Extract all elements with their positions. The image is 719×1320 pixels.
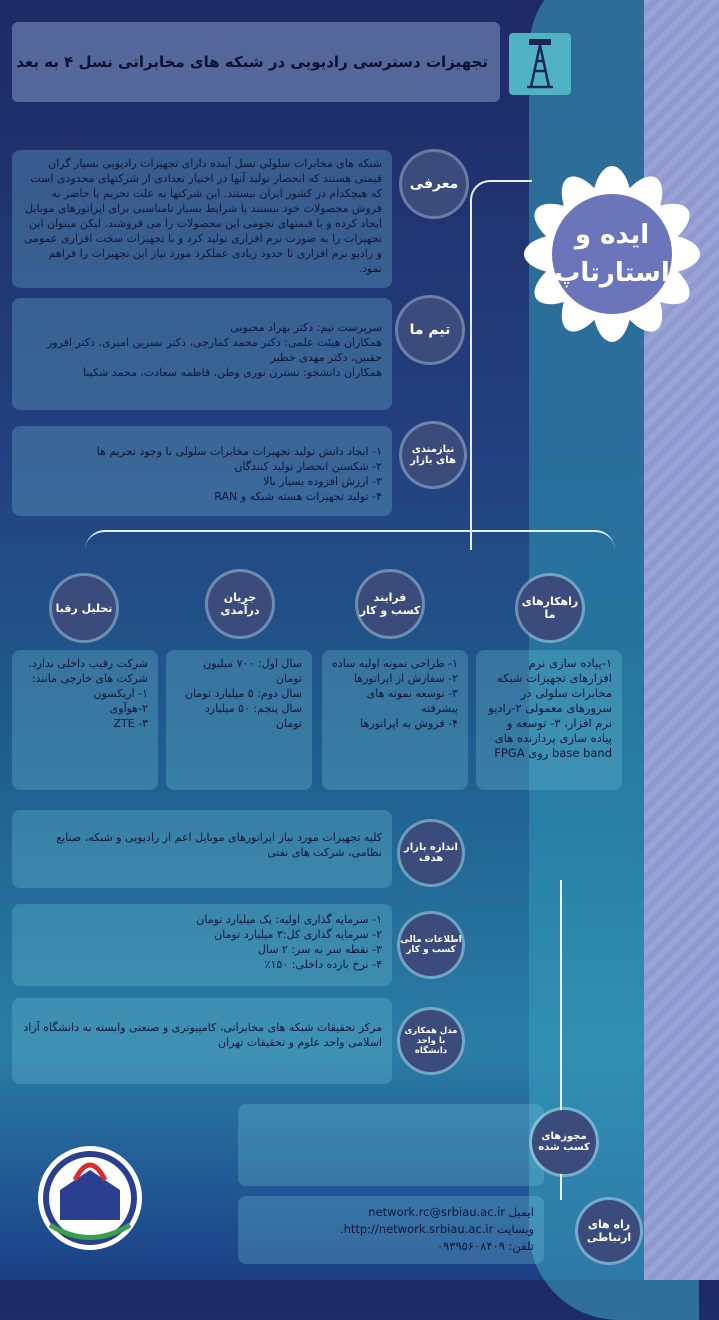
team-line: همکاران دانشجو: نسترن نوری وطن، فاطمه سعادت، محمد شکیبا <box>82 366 382 379</box>
team-bubble <box>398 298 462 362</box>
solutions-label: راهکارهای ما <box>521 595 579 621</box>
connector <box>470 260 472 550</box>
revenue-line: سال پنجم: ۵۰ میلیارد تومان <box>204 702 302 730</box>
competitors-box <box>12 650 158 790</box>
intro-label: معرفی <box>409 176 459 192</box>
needs-line: ۴- تولید تجهیزات هسته شبکه و RAN <box>214 490 382 503</box>
contact-bubble <box>578 1200 640 1262</box>
contact-website: وبسایت http://network.srbiau.ac.ir. <box>339 1222 534 1236</box>
contact-box <box>238 1196 544 1264</box>
needs-line: ۳- ارزش افزوده بسیار بالا <box>263 475 382 488</box>
contact-email: ایمیل network.rc@srbiau.ac.ir <box>368 1205 534 1219</box>
process-bubble <box>358 572 422 636</box>
page-title: تجهیزات دسترسی رادیویی در شبکه های مخابراتی نسل ۴ به بعد <box>16 53 488 71</box>
market-box <box>12 810 392 888</box>
market-bubble <box>400 822 462 884</box>
revenue-label: جریان درآمدی <box>220 591 260 617</box>
needs-line: ۱- ایجاد دانش تولید تجهیزات مخابرات سلولی با وجود تحریم ها <box>96 445 382 458</box>
team-line: سرپرست تیم: دکتر بهراد محبوبی <box>230 321 382 334</box>
team-label: تیم ما <box>409 322 451 338</box>
solutions-text: ۱-پیاده سازی نرم افزارهای تجهیزات شبکه مخابرات سلولی در سرورهای معمولی ۲-رادیو نرم افزار، ۳- توسعه و پیاده سازی پردازنده های base band روی FPGA <box>488 656 612 760</box>
finance-line: ۲- سرمایه گذاری کل:۳ میلیارد تومان <box>214 928 382 941</box>
competitors-line: ۲-هوآوی <box>109 702 148 715</box>
intro-text: شبکه های مخابرات سلولی نسل آینده دارای تجهیزات رادیویی بسیار گران قیمتی هستند که انحصار تولید آنها در اختیار تعدادی از شرکتهای محدودی است که هیچکدام در کشور ایران نیستند. این شرکتها به علت تحریم یا حاضر به فروش محصولات خود نیستند یا شرایط بسیار نامناسبی برای اپراتورهای موبایل ایجاد کرده و با قیمتهای نجومی این محصولات را می فروشند. لیکن میتوان این تجهیزات را به صورت نرم افزاری تولید کرد و با تجهیزات سخت افزاری عمومی و رادیو نرم افزاری تا حدود زیادی عملکرد مورد نیاز این تجهیزات را فراهم نمود. <box>23 157 382 275</box>
process-label: فرایند کسب و کار <box>359 591 421 617</box>
process-line: ۱- طراحی نمونه اولیه ساده <box>332 657 458 670</box>
market-text: کلیه تجهیزات مورد نیاز اپراتورهای موبایل اعم از رادیویی و شبکه، صنایع نظامی، شرکت های نفتی <box>56 831 382 859</box>
revenue-bubble <box>208 572 272 636</box>
intro-bubble <box>402 152 466 216</box>
cooperation-box <box>12 998 392 1084</box>
university-festival-logo <box>20 1130 160 1260</box>
competitors-line: ۱- اریکسون <box>93 687 148 700</box>
revenue-line: سال اول: ۷۰۰ میلیون تومان <box>203 657 302 685</box>
connector <box>85 530 615 572</box>
competitors-line: شرکت های خارجی مانند: <box>31 672 148 685</box>
solutions-bubble <box>518 576 582 640</box>
brand-flower <box>522 164 702 344</box>
process-line: ۴- فروش به اپراتورها <box>360 717 458 730</box>
page-title-bar <box>12 22 500 102</box>
team-line: همکاران هیئت علمی: دکتر محمد کمارجی، دکتر نسرین امیری، دکتر افروز حقبین، دکتر مهدی خطیر <box>46 336 382 364</box>
revenue-line: سال دوم: ۵ میلیارد تومان <box>185 687 302 700</box>
competitors-bubble <box>52 576 116 640</box>
finance-bubble <box>400 914 462 976</box>
finance-line: ۱- سرمایه گذاری اولیه: یک میلیارد تومان <box>196 913 382 926</box>
finance-line: ۳- نقطه سر به سر: ۲ سال <box>257 943 382 956</box>
process-line: ۲- سفارش از اپراتورها <box>353 672 458 685</box>
contact-label: راه های ارتباطی <box>586 1218 632 1244</box>
licenses-box <box>238 1104 544 1186</box>
contact-phone: تلفن: ۰۹۳۹۵۶۰۸۴۰۹ <box>436 1239 534 1253</box>
process-line: ۳- توسعه نمونه های پیشرفته <box>366 687 458 715</box>
finance-line: ۴- نرخ بازده داخلی: ۱۵۰٪ <box>264 958 382 971</box>
connector <box>470 180 532 262</box>
team-box <box>12 298 392 410</box>
cooperation-bubble <box>400 1010 462 1072</box>
process-box <box>322 650 468 790</box>
antenna-tower-icon <box>509 33 571 95</box>
competitors-line: شرکت رقیب داخلی ندارد. <box>28 657 148 670</box>
brand-text: ایده و استارتاپ <box>552 194 672 314</box>
finance-box <box>12 904 392 986</box>
competitors-line: ZTE -۳ <box>113 717 148 730</box>
needs-label: نیازمندی های بازار <box>410 444 456 466</box>
cooperation-text: مرکز تحقیقات شبکه های مخابراتی، کامپیوتری و صنعتی وابسته به دانشگاه آزاد اسلامی واحد علوم و تحقیقات تهران <box>23 1021 382 1049</box>
needs-line: ۲- شکستن انحصار تولید کنندگان <box>234 460 382 473</box>
finance-label: اطلاعات مالی کسب و کار <box>400 935 462 955</box>
needs-box <box>12 426 392 516</box>
licenses-label: مجوزهای کسب شده <box>538 1131 590 1153</box>
competitors-label: تحلیل رقبا <box>55 601 113 615</box>
needs-bubble <box>402 424 464 486</box>
intro-box <box>12 150 392 288</box>
cooperation-label: مدل همکاری با واحد دانشگاه <box>404 1026 458 1056</box>
licenses-bubble <box>532 1110 596 1174</box>
revenue-box <box>166 650 312 790</box>
solutions-box <box>476 650 622 790</box>
market-label: اندازه بازار هدف <box>404 842 458 864</box>
